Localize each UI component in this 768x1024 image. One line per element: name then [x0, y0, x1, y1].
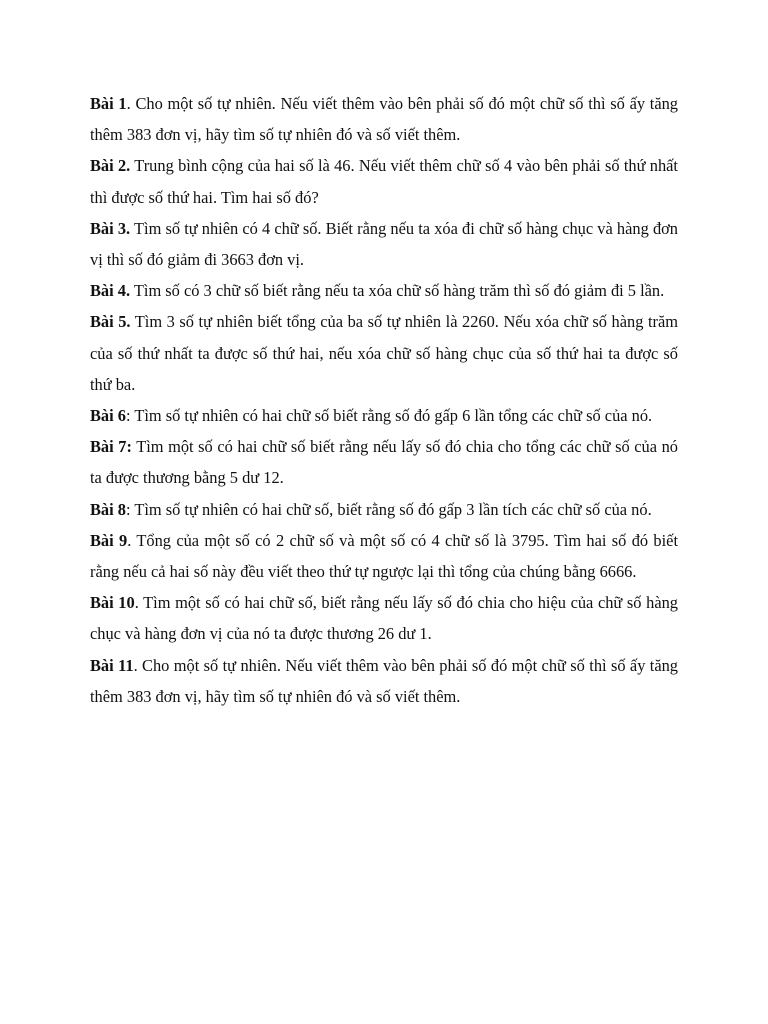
problem-text: : Tìm số tự nhiên có hai chữ số, biết rằng số đó gấp 3 lần tích các chữ số của nó. — [125, 499, 652, 519]
problem-label: Bài 9 — [90, 530, 128, 550]
problem-label: Bài 10 — [90, 593, 135, 613]
problem-4 — [90, 275, 678, 306]
document-page — [90, 88, 678, 712]
problem-label: Bài 6 — [90, 406, 126, 426]
problem-label: Bài 8 — [90, 499, 126, 519]
problem-2 — [90, 150, 678, 212]
problem-5 — [90, 306, 678, 400]
problem-11 — [90, 650, 678, 712]
problem-3 — [90, 213, 678, 275]
problem-text: . Tìm một số có hai chữ số, biết rằng nếu lấy số đó chia cho hiệu của chữ số hàng chục và hàng đơn vị của nó ta được thương 26 dư 1. — [90, 593, 678, 644]
problem-text: Tìm 3 số tự nhiên biết tổng của ba số tự nhiên là 2260. Nếu xóa chữ số hàng trăm của số thứ nhất ta được số thứ hai, nếu xóa chữ số hàng chục của số thứ hai ta được số thứ ba. — [90, 312, 678, 394]
problem-7 — [90, 431, 678, 493]
problem-text: Tìm số tự nhiên có 4 chữ số. Biết rằng nếu ta xóa đi chữ số hàng chục và hàng đơn vị thì số đó giảm đi 3663 đơn vị. — [90, 218, 679, 270]
problem-text: Trung bình cộng của hai số là 46. Nếu viết thêm chữ số 4 vào bên phải số thứ nhất thì được số thứ hai. Tìm hai số đó? — [90, 156, 678, 207]
problem-text: . Tổng của một số có 2 chữ số và một số có 4 chữ số là 3795. Tìm hai số đó biết rằng nếu cả hai số này đều viết theo thứ tự ngược lại thì tổng của chúng bằng 6666. — [90, 530, 679, 582]
problem-label: Bài 11 — [90, 655, 134, 675]
problem-text: : Tìm số tự nhiên có hai chữ số biết rằng số đó gấp 6 lần tổng các chữ số của nó. — [125, 406, 653, 426]
problem-label: Bài 5. — [90, 312, 131, 332]
problem-text: . Cho một số tự nhiên. Nếu viết thêm vào bên phải số đó một chữ số thì số ấy tăng thêm 383 đơn vị, hãy tìm số tự nhiên đó và số viết thêm. — [90, 655, 679, 706]
problem-10 — [90, 587, 678, 649]
problem-text: . Cho một số tự nhiên. Nếu viết thêm vào bên phải số đó một chữ số thì số ấy tăng thêm 383 đơn vị, hãy tìm số tự nhiên đó và số viết thêm. — [90, 94, 678, 145]
problem-1 — [90, 88, 678, 150]
problem-6 — [90, 400, 678, 431]
problem-label: Bài 1 — [90, 94, 127, 113]
problem-label: Bài 2. — [90, 156, 131, 176]
problem-9 — [90, 525, 678, 587]
problem-label: Bài 4. — [90, 281, 131, 301]
problem-text: Tìm một số có hai chữ số biết rằng nếu lấy số đó chia cho tổng các chữ số của nó ta được thương bằng 5 dư 12. — [90, 437, 678, 488]
problem-label: Bài 3. — [90, 218, 131, 238]
problem-text: Tìm số có 3 chữ số biết rằng nếu ta xóa chữ số hàng trăm thì số đó giảm đi 5 lần. — [130, 281, 665, 301]
problem-label: Bài 7: — [90, 437, 132, 457]
problem-8 — [90, 494, 678, 525]
